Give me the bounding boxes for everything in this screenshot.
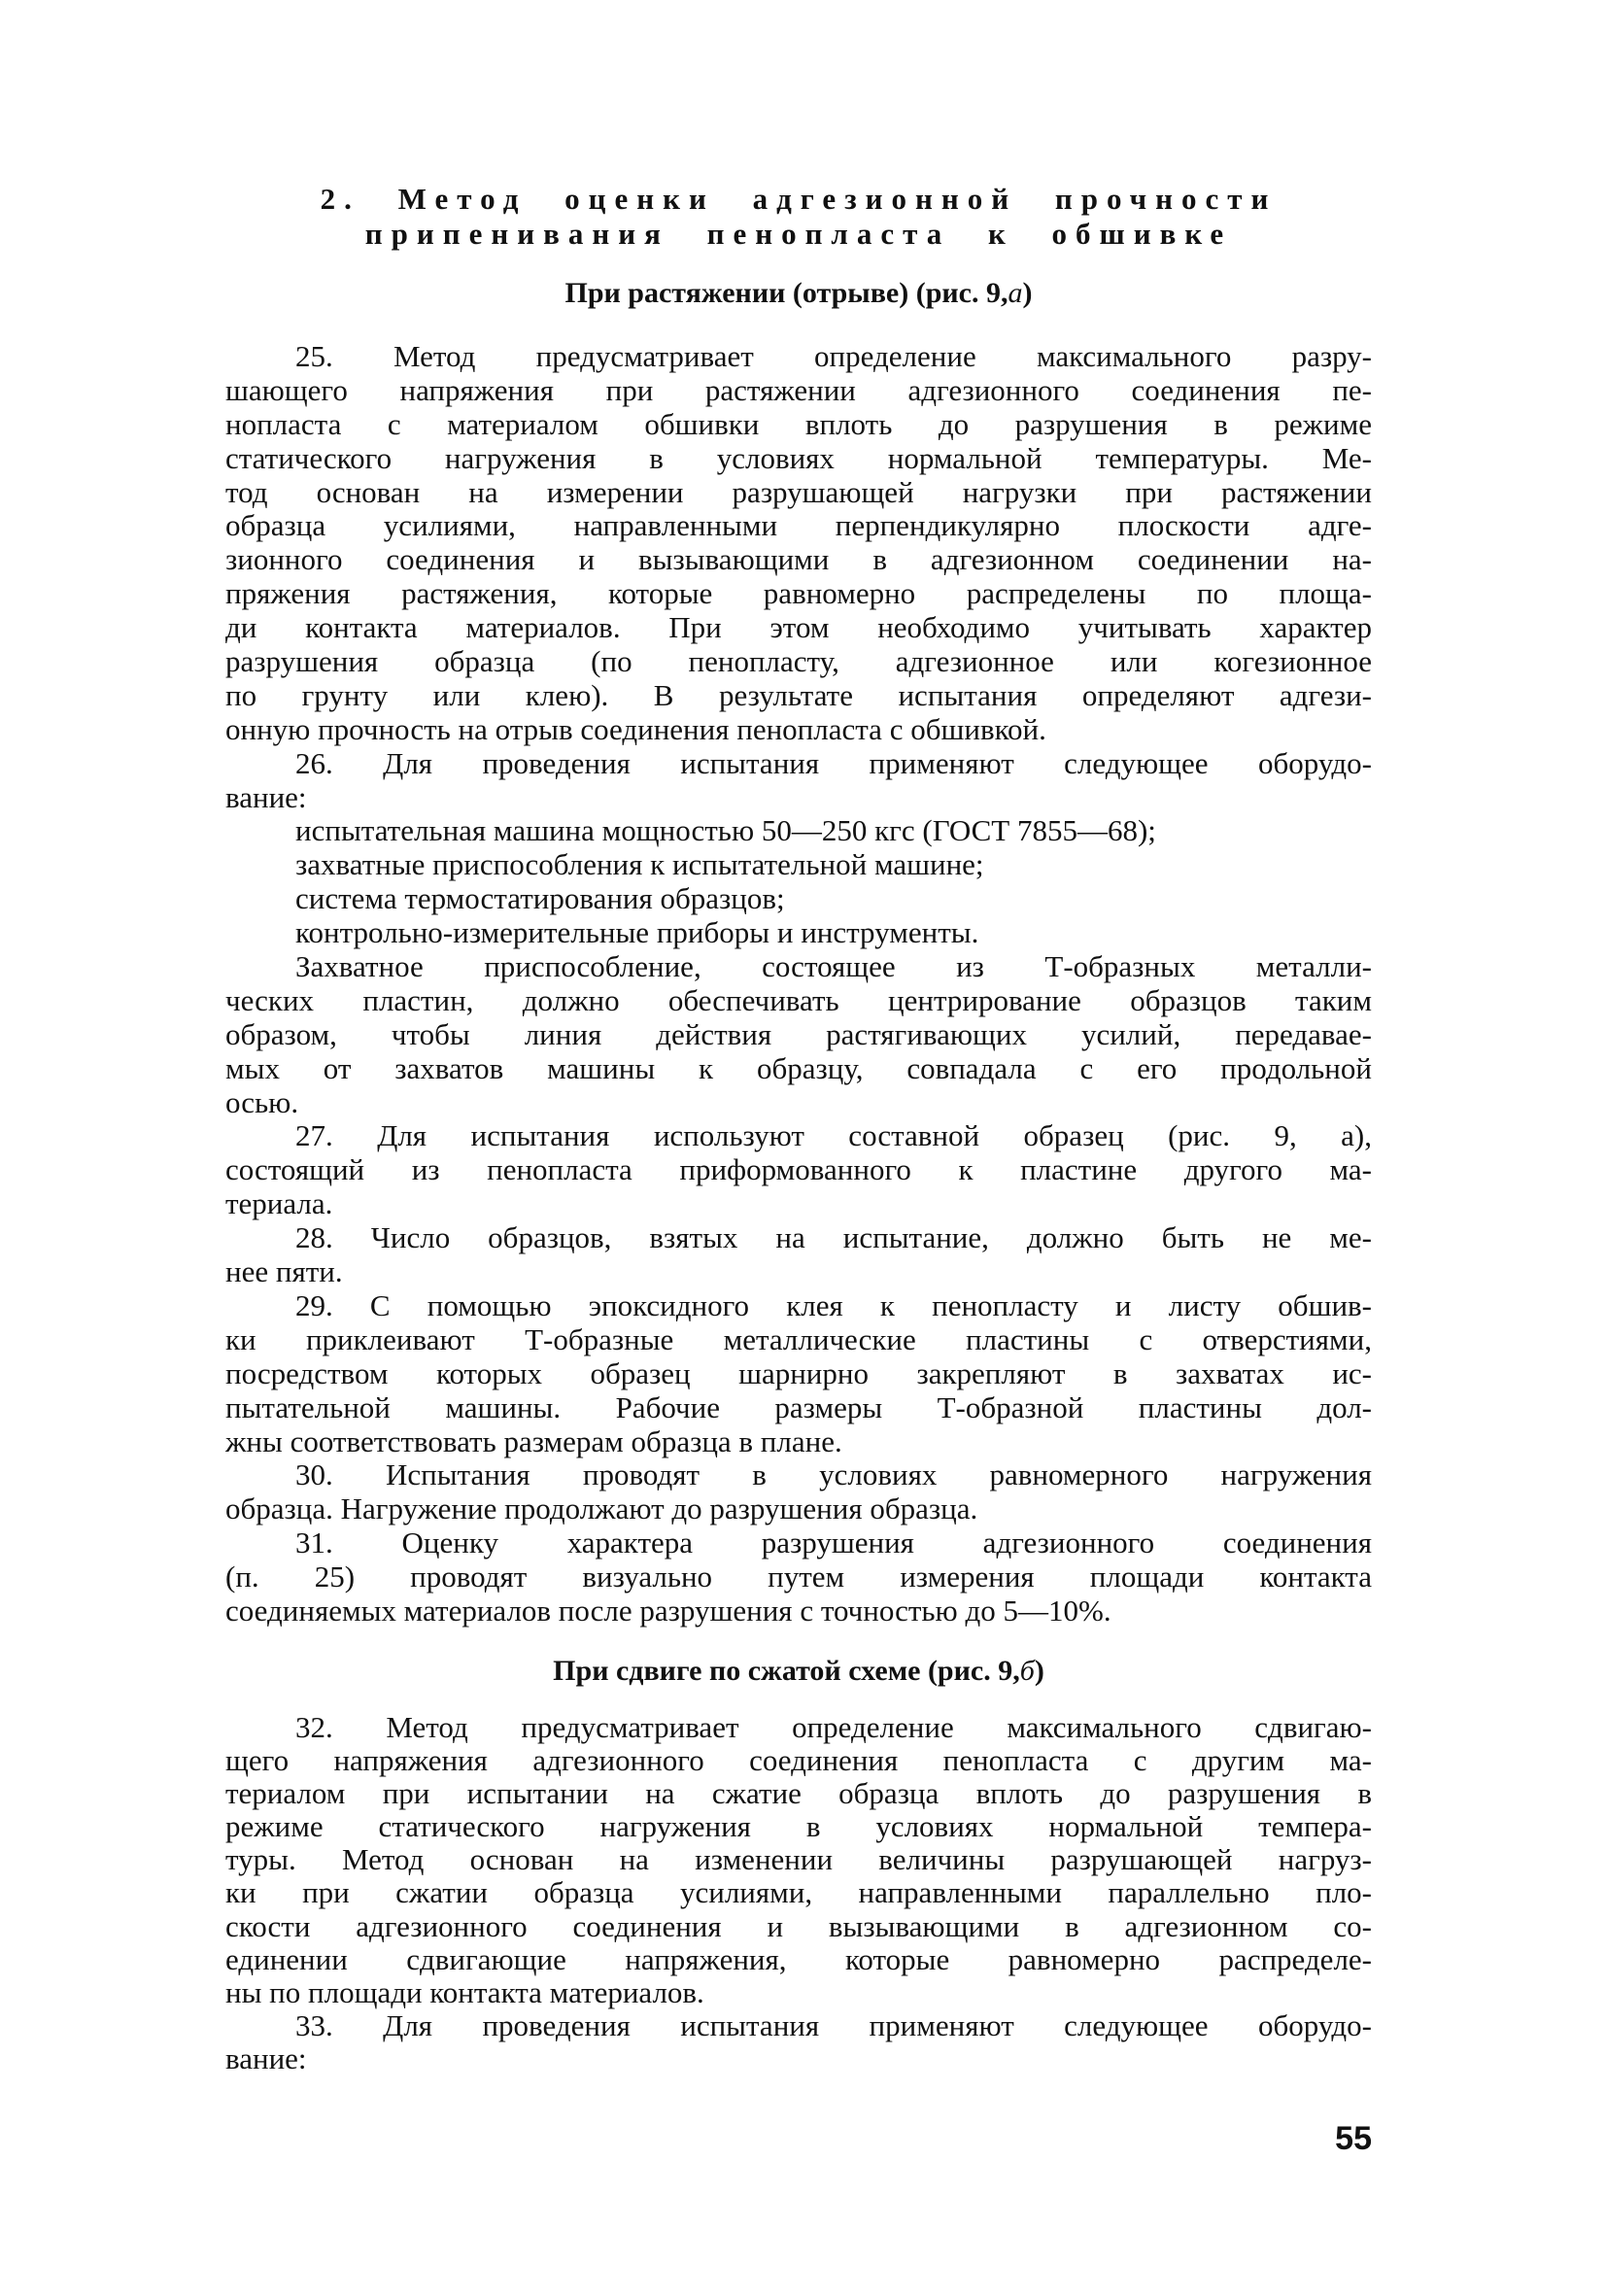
paragraph-line: (п. 25) проводят визуально путем измерения площади контакта (225, 1559, 1372, 1594)
paragraph-line: онную прочность на отрыв соединения пенопласта с обшивкой. (225, 711, 1046, 746)
paragraph-line: ки при сжатии образца усилиями, направленными параллельно пло- (225, 1875, 1372, 1910)
subheading-italic: а (1008, 277, 1023, 309)
paragraph-line: образца усилиями, направленными перпендикулярно плоскости адге- (225, 508, 1372, 543)
paragraph-line: вание: (225, 779, 307, 814)
paragraph-line: 25. Метод предусматривает определение максимального разру- (295, 339, 1372, 373)
paragraph-line: режиме статического нагружения в условиях нормальной темпера- (225, 1809, 1372, 1844)
subheading-close: ) (1022, 277, 1033, 309)
paragraph-line: 27. Для испытания используют составной образец (рис. 9, а), (295, 1118, 1372, 1153)
subheading-italic: б (1019, 1655, 1035, 1687)
subheading-tension (225, 276, 1372, 311)
paragraph-line: щего напряжения адгезионного соединения пенопласта с другим ма- (225, 1743, 1372, 1778)
paragraph-line: 32. Метод предусматривает определение максимального сдвигаю- (295, 1710, 1372, 1744)
paragraph-line: 29. С помощью эпоксидного клея к пенопласту и листу обшив- (295, 1287, 1372, 1322)
paragraph-line: посредством которых образец шарнирно закрепляют в захватах ис- (225, 1355, 1372, 1390)
subheading-text: При сдвиге по сжатой схеме (рис. 9, (553, 1655, 1020, 1687)
paragraph-line: териалом при испытании на сжатие образца вплоть до разрушения в (225, 1776, 1372, 1811)
paragraph-line: скости адгезионного соединения и вызывающими в адгезионном со- (225, 1908, 1372, 1943)
paragraph-line: ки приклеивают Т-образные металлические пластины с отверстиями, (225, 1321, 1372, 1356)
list-item: контрольно-измерительные приборы и инструменты. (295, 915, 979, 950)
paragraph-line: 28. Число образцов, взятых на испытание, должно быть не ме- (295, 1220, 1372, 1255)
paragraph-line: ди контакта материалов. При этом необходимо учитывать характер (225, 610, 1372, 645)
paragraph-line: пытательной машины. Рабочие размеры Т-образной пластины дол- (225, 1389, 1372, 1424)
paragraph-line: туры. Метод основан на изменении величины разрушающей нагруз- (225, 1842, 1372, 1877)
subheading-close: ) (1034, 1655, 1044, 1687)
paragraph-line: шающего напряжения при растяжении адгезионного соединения пе- (225, 372, 1372, 407)
paragraph-line: по грунту или клею). В результате испытания определяют адгези- (225, 677, 1372, 712)
paragraph-line: Захватное приспособление, состоящее из Т-образных металли- (295, 949, 1372, 984)
list-item: система термостатирования образцов; (295, 881, 785, 916)
paragraph-line: ческих пластин, должно обеспечивать центрирование образцов таким (225, 982, 1372, 1017)
paragraph-line: пряжения растяжения, которые равномерно распределены по площа- (225, 576, 1372, 611)
paragraph-line: разрушения образца (по пенопласту, адгезионное или когезионное (225, 644, 1372, 679)
paragraph-line: статического нагружения в условиях нормальной температуры. Ме- (225, 440, 1372, 475)
list-item: испытательная машина мощностью 50—250 кгс (ГОСТ 7855—68); (295, 813, 1156, 848)
section-title-line-1: 2. Метод оценки адгезионной прочности (320, 182, 1278, 216)
paragraph-line: териала. (225, 1186, 333, 1221)
paragraph-line: нопласта с материалом обшивки вплоть до разрушения в режиме (225, 406, 1372, 441)
paragraph-line: 33. Для проведения испытания применяют следующее оборудо- (295, 2007, 1372, 2042)
paragraph-line: жны соответствовать размерам образца в плане. (225, 1423, 842, 1458)
paragraph-line: осью. (225, 1084, 299, 1119)
paragraph-line: мых от захватов машины к образцу, совпадала с его продольной (225, 1050, 1372, 1085)
page-number: 55 (1335, 2120, 1372, 2157)
paragraph-line: 31. Оценку характера разрушения адгезионного соединения (295, 1525, 1372, 1560)
subheading-text: При растяжении (отрыве) (рис. 9, (564, 277, 1008, 309)
paragraph-line: единении сдвигающие напряжения, которые равномерно распределе- (225, 1941, 1372, 1976)
paragraph-line: соединяемых материалов после разрушения с точностью до 5—10%. (225, 1593, 1111, 1628)
section-shear-body (225, 1711, 1372, 2075)
paragraph-line: тод основан на измерении разрушающей нагрузки при растяжении (225, 474, 1372, 509)
section-tension-body (225, 340, 1372, 1628)
paragraph-line: нее пяти. (225, 1254, 343, 1289)
paragraph-line: образом, чтобы линия действия растягивающих усилий, передавае- (225, 1016, 1372, 1051)
paragraph-line: ны по площади контакта материалов. (225, 1974, 704, 2009)
paragraph-line: 30. Испытания проводят в условиях равномерного нагружения (295, 1457, 1372, 1492)
list-item: захватные приспособления к испытательной машине; (295, 847, 984, 882)
paragraph-line: состоящий из пенопласта приформованного к пластине другого ма- (225, 1152, 1372, 1187)
paragraph-line: вание: (225, 2040, 307, 2075)
section-title-line-2: припенивания пенопласта к обшивке (364, 217, 1233, 251)
paragraph-line: 26. Для проведения испытания применяют следующее оборудо- (295, 745, 1372, 780)
paragraph-line: зионного соединения и вызывающими в адгезионном соединении на- (225, 542, 1372, 577)
paragraph-line: образца. Нагружение продолжают до разрушения образца. (225, 1491, 978, 1526)
subheading-shear (225, 1654, 1372, 1689)
